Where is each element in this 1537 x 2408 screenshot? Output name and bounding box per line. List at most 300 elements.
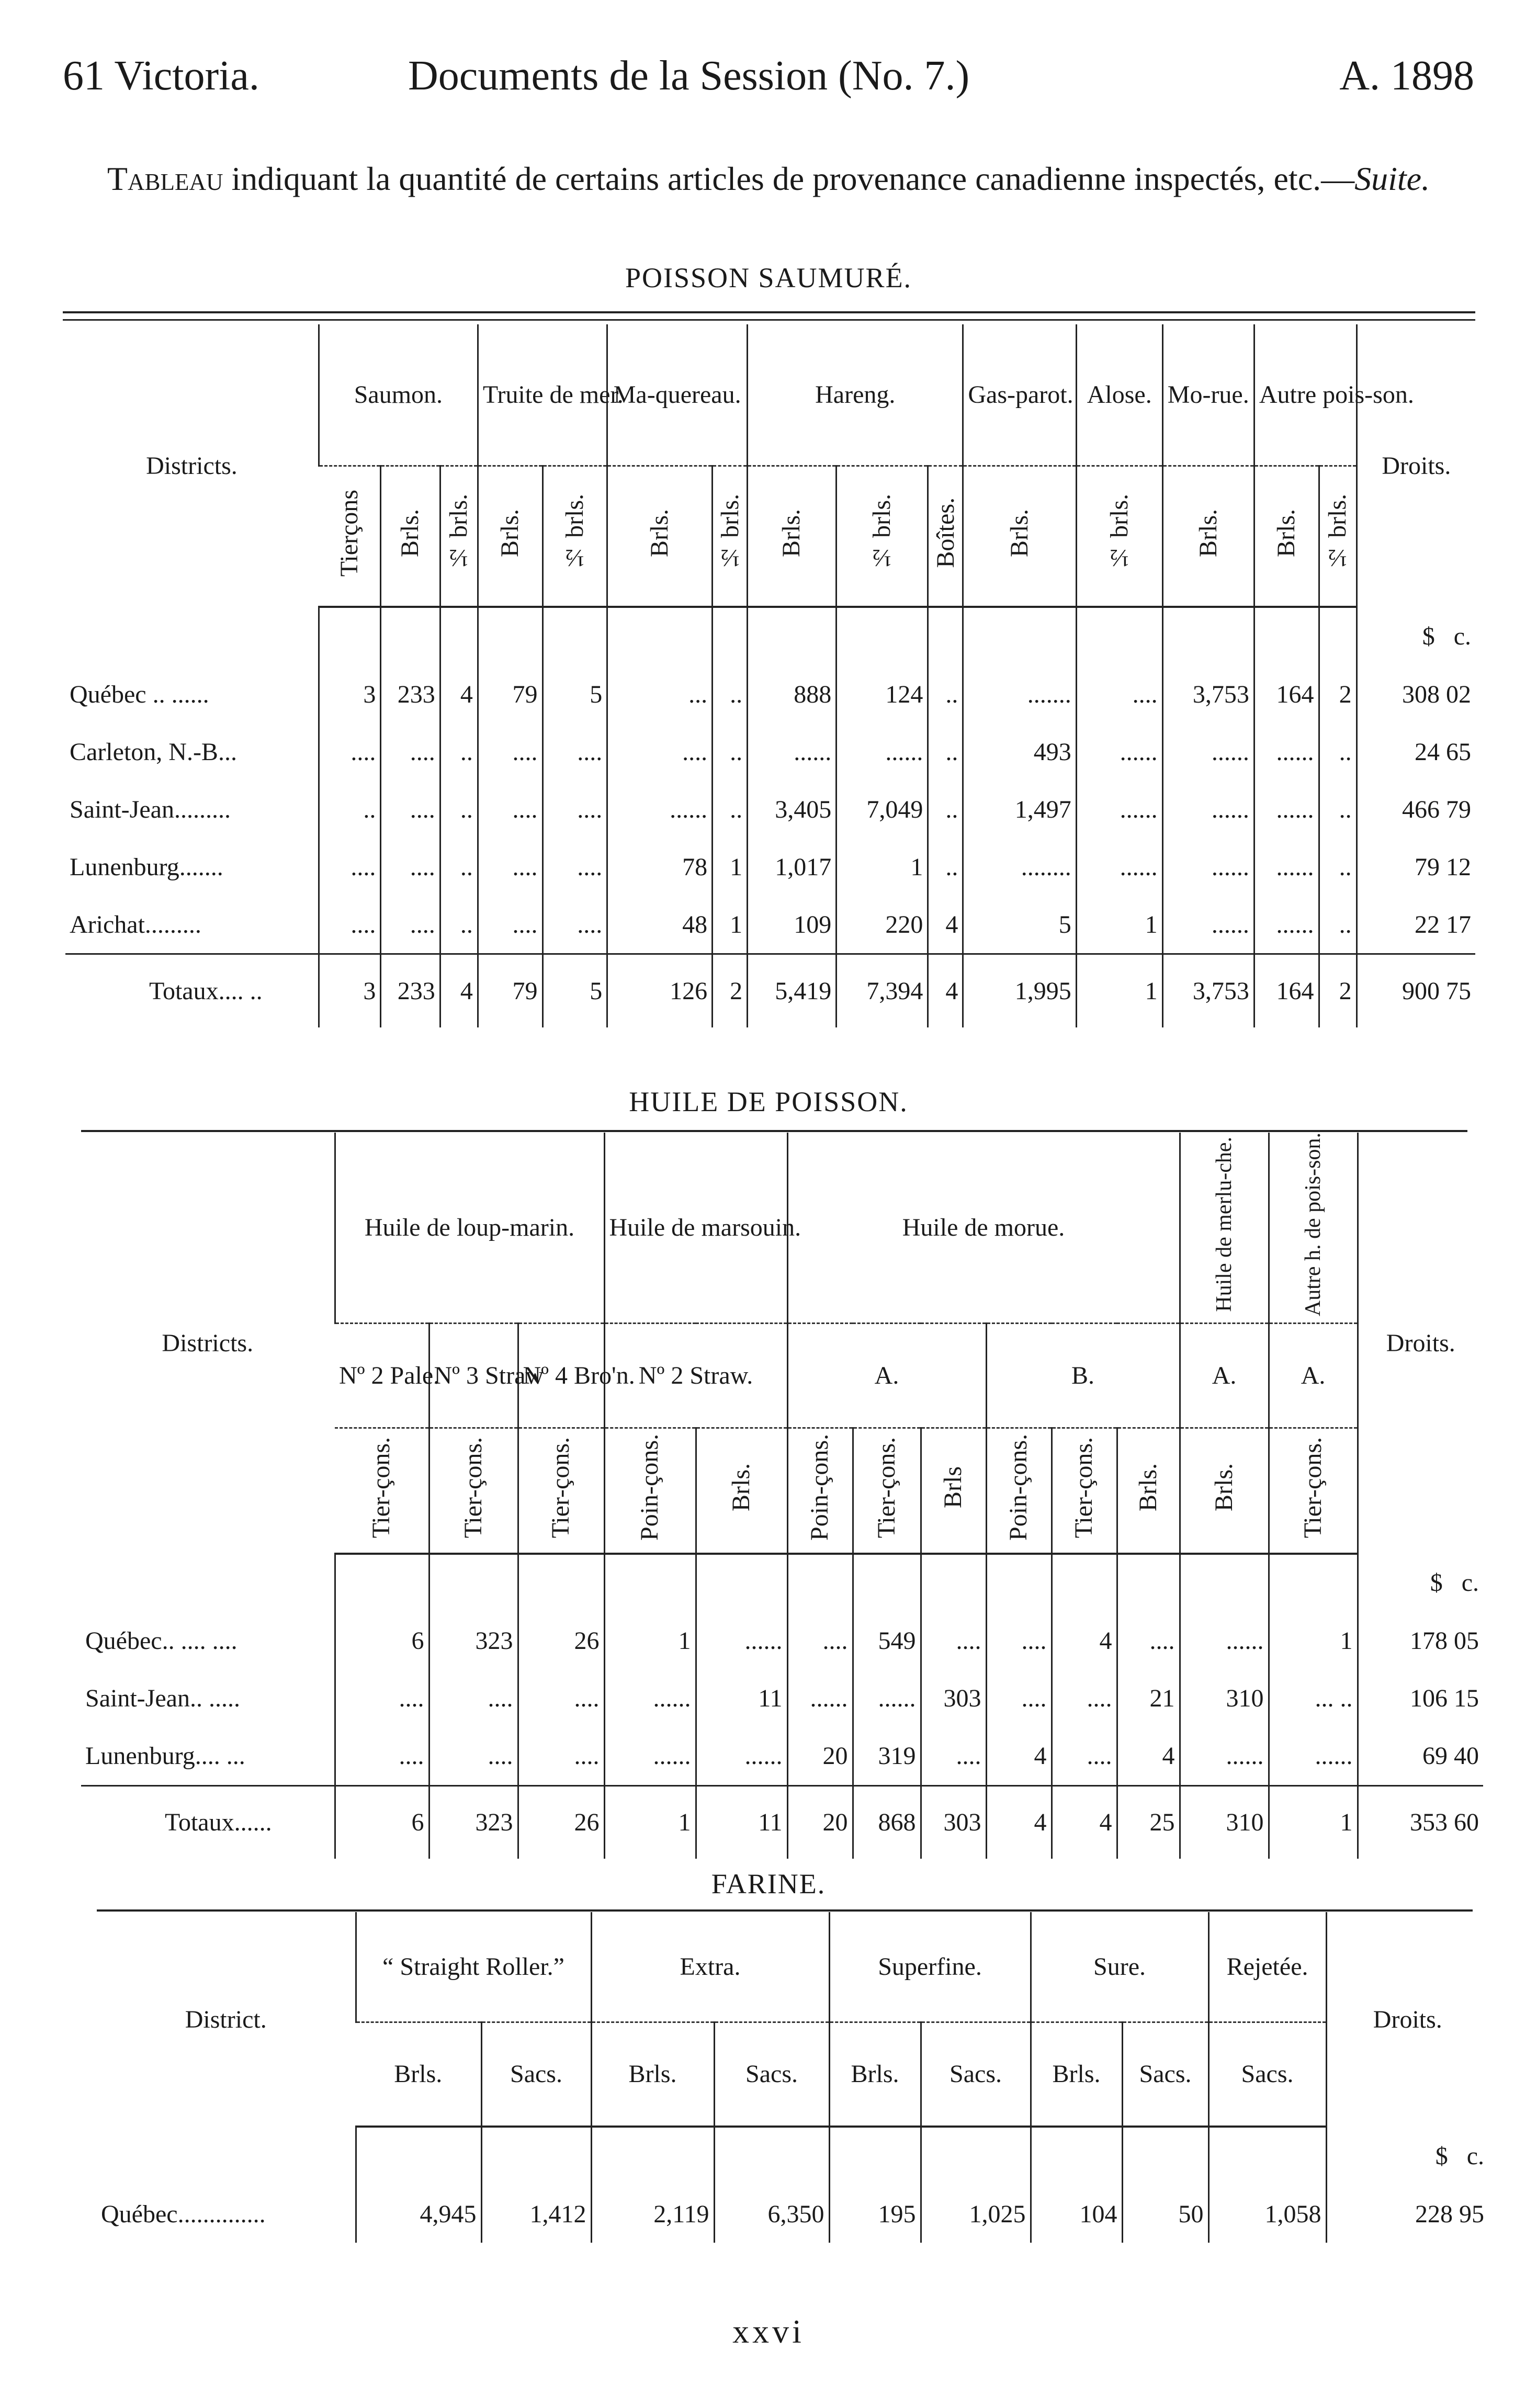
group-header: Ma-quereau. bbox=[607, 324, 748, 466]
blank-cell bbox=[97, 2127, 356, 2185]
value-cell: .... bbox=[1076, 665, 1162, 723]
unit-label: Brls. bbox=[1194, 508, 1222, 557]
value-cell: .. bbox=[928, 665, 963, 723]
unit-header: Brls. bbox=[356, 2022, 481, 2127]
currency-cents: c. bbox=[1461, 1569, 1479, 1597]
value-cell: .... bbox=[381, 838, 440, 896]
unit-header bbox=[440, 466, 478, 607]
unit-header bbox=[543, 466, 607, 607]
total-cell: 303 bbox=[921, 1785, 986, 1859]
unit-label: Tier-çons. bbox=[459, 1437, 487, 1538]
header-year: A. 1898 bbox=[1339, 53, 1474, 99]
blank-cell bbox=[1122, 2127, 1208, 2185]
blank-cell bbox=[440, 607, 478, 665]
blank-cell bbox=[381, 607, 440, 665]
unit-label: Brls. bbox=[727, 1463, 755, 1512]
value-cell: 310 bbox=[1180, 1670, 1269, 1727]
value-cell: 195 bbox=[829, 2185, 921, 2243]
unit-header bbox=[787, 1428, 853, 1554]
blank-cell bbox=[604, 1554, 696, 1612]
value-cell: 1,497 bbox=[963, 781, 1076, 838]
value-cell: .... bbox=[335, 1727, 429, 1786]
value-cell: ...... bbox=[696, 1727, 787, 1786]
value-cell: 6 bbox=[335, 1612, 429, 1670]
totals-label: Totaux.... .. bbox=[65, 954, 319, 1027]
unit-header: Sacs. bbox=[481, 2022, 591, 2127]
group-header-vertical bbox=[1269, 1133, 1358, 1324]
unit-header bbox=[1117, 1428, 1180, 1554]
value-cell: 5 bbox=[963, 896, 1076, 954]
value-cell: 319 bbox=[853, 1727, 921, 1786]
group-header-vertical bbox=[1180, 1133, 1269, 1324]
blank-cell bbox=[1031, 2127, 1122, 2185]
value-cell: 1,058 bbox=[1208, 2185, 1326, 2243]
total-cell: 4 bbox=[440, 954, 478, 1027]
unit-label: Brls. bbox=[496, 508, 524, 557]
value-cell: .... bbox=[1052, 1670, 1117, 1727]
value-cell: 21 bbox=[1117, 1670, 1180, 1727]
unit-label: Brls. bbox=[1272, 508, 1300, 557]
unit-label: ½ brls. bbox=[560, 494, 589, 572]
blank-cell bbox=[356, 2127, 481, 2185]
value-cell: 4 bbox=[928, 896, 963, 954]
district-name: Arichat......... bbox=[70, 910, 201, 939]
unit-label: ½ brls. bbox=[868, 494, 896, 572]
unit-header bbox=[1076, 466, 1162, 607]
value-cell: ...... bbox=[1076, 723, 1162, 781]
value-cell: ....... bbox=[963, 665, 1076, 723]
unit-label: Brls. bbox=[396, 508, 424, 557]
total-cell: 1 bbox=[1076, 954, 1162, 1027]
group-header: Autre pois-son. bbox=[1254, 324, 1357, 466]
group-header: Superfine. bbox=[829, 1912, 1031, 2022]
group-header: Huile de marsouin. bbox=[604, 1133, 787, 1324]
value-cell: ...... bbox=[837, 723, 928, 781]
unit-header bbox=[696, 1428, 787, 1554]
value-cell: .. bbox=[319, 781, 381, 838]
table-row bbox=[81, 1612, 1483, 1670]
unit-header bbox=[748, 466, 837, 607]
value-cell: ...... bbox=[1076, 838, 1162, 896]
group-header: Hareng. bbox=[748, 324, 963, 466]
section-title-farine: FARINE. bbox=[711, 1868, 826, 1900]
value-cell: 1 bbox=[1269, 1612, 1358, 1670]
value-cell: .... bbox=[319, 723, 381, 781]
total-cell: 2 bbox=[1319, 954, 1357, 1027]
unit-header bbox=[921, 1428, 986, 1554]
group-header: Huile de morue. bbox=[787, 1133, 1180, 1324]
subgroup-header: Nº 4 Bro'n. bbox=[518, 1324, 604, 1428]
table-row bbox=[65, 838, 1475, 896]
droits-cell: 79 12 bbox=[1357, 838, 1475, 896]
value-cell: .. bbox=[928, 838, 963, 896]
total-cell: 3 bbox=[319, 954, 381, 1027]
currency-cents: c. bbox=[1453, 622, 1471, 650]
blank-cell bbox=[81, 1554, 335, 1612]
total-cell: 7,394 bbox=[837, 954, 928, 1027]
value-cell: ... bbox=[607, 665, 713, 723]
value-cell: .. bbox=[440, 838, 478, 896]
value-cell: .... bbox=[543, 723, 607, 781]
blank-cell bbox=[1180, 1554, 1269, 1612]
value-cell: 4,945 bbox=[356, 2185, 481, 2243]
unit-header bbox=[604, 1428, 696, 1554]
unit-label: Poin-çons. bbox=[806, 1434, 834, 1541]
value-cell: 303 bbox=[921, 1670, 986, 1727]
group-header: Truite de mer. bbox=[478, 324, 607, 466]
value-cell: .... bbox=[518, 1727, 604, 1786]
value-cell: ...... bbox=[1254, 838, 1319, 896]
value-cell: .... bbox=[607, 723, 713, 781]
blank-cell bbox=[986, 1554, 1052, 1612]
currency-dollar: $ bbox=[1422, 622, 1435, 650]
value-cell: 1 bbox=[1076, 896, 1162, 954]
value-cell: 1,025 bbox=[921, 2185, 1031, 2243]
value-cell: .... bbox=[478, 838, 543, 896]
value-cell: 323 bbox=[429, 1612, 518, 1670]
caption-suite: Suite. bbox=[1354, 160, 1430, 197]
districts-header: Districts. bbox=[146, 451, 238, 480]
unit-header bbox=[1254, 466, 1319, 607]
group-header: Sure. bbox=[1031, 1912, 1208, 2022]
value-cell: 11 bbox=[696, 1670, 787, 1727]
currency-cents: c. bbox=[1466, 2142, 1485, 2170]
value-cell: 2 bbox=[1319, 665, 1357, 723]
droits-cell: 24 65 bbox=[1357, 723, 1475, 781]
blank-cell bbox=[1117, 1554, 1180, 1612]
totals-row bbox=[65, 954, 1475, 1027]
table-row bbox=[65, 896, 1475, 954]
value-cell: .... bbox=[543, 838, 607, 896]
total-cell: 20 bbox=[787, 1785, 853, 1859]
value-cell: ...... bbox=[1254, 723, 1319, 781]
group-header: Huile de loup-marin. bbox=[335, 1133, 604, 1324]
caption-text: indiquant la quantité de certains articles de provenance canadienne inspectés, etc.— bbox=[223, 160, 1355, 197]
subgroup-header: A. bbox=[1180, 1324, 1269, 1428]
unit-label: Tier-çons. bbox=[1298, 1437, 1327, 1538]
value-cell: 1 bbox=[837, 838, 928, 896]
droits-total-cell: 900 75 bbox=[1357, 954, 1475, 1027]
value-cell: .... bbox=[429, 1670, 518, 1727]
total-cell: 4 bbox=[928, 954, 963, 1027]
total-cell: 5,419 bbox=[748, 954, 837, 1027]
total-cell: 3,753 bbox=[1162, 954, 1254, 1027]
value-cell: 26 bbox=[518, 1612, 604, 1670]
value-cell: .. bbox=[713, 781, 748, 838]
value-cell: .... bbox=[518, 1670, 604, 1727]
unit-header bbox=[1162, 466, 1254, 607]
blank-cell bbox=[714, 2127, 829, 2185]
currency-cell bbox=[1358, 1554, 1483, 1612]
unit-label: Brls. bbox=[1210, 1463, 1238, 1512]
unit-header bbox=[1319, 466, 1357, 607]
group-header: Gas-parot. bbox=[963, 324, 1076, 466]
unit-header: Brls. bbox=[1031, 2022, 1122, 2127]
unit-label: Tier-çons. bbox=[367, 1437, 395, 1538]
unit-header: Sacs. bbox=[714, 2022, 829, 2127]
total-cell: 1 bbox=[604, 1785, 696, 1859]
value-cell: .... bbox=[319, 896, 381, 954]
total-cell: 6 bbox=[335, 1785, 429, 1859]
district-name: Saint-Jean.. ..... bbox=[85, 1685, 240, 1713]
value-cell: 109 bbox=[748, 896, 837, 954]
unit-header bbox=[713, 466, 748, 607]
value-cell: 124 bbox=[837, 665, 928, 723]
blank-cell bbox=[928, 607, 963, 665]
unit-header bbox=[928, 466, 963, 607]
totals-row bbox=[81, 1785, 1483, 1859]
value-cell: .. bbox=[1319, 781, 1357, 838]
value-cell: ... .. bbox=[1269, 1670, 1358, 1727]
value-cell: 78 bbox=[607, 838, 713, 896]
value-cell: 79 bbox=[478, 665, 543, 723]
section-rule bbox=[97, 1909, 1473, 1912]
blank-cell bbox=[829, 2127, 921, 2185]
blank-cell bbox=[787, 1554, 853, 1612]
group-header: Saumon. bbox=[319, 324, 478, 466]
value-cell: .. bbox=[1319, 896, 1357, 954]
blank-cell bbox=[1254, 607, 1319, 665]
table-poisson-saumure bbox=[65, 324, 1475, 1027]
subgroup-header: Nº 2 Straw. bbox=[604, 1324, 787, 1428]
unit-label: Brls bbox=[939, 1466, 967, 1509]
currency-dollar: $ bbox=[1430, 1569, 1443, 1597]
total-cell: 1,995 bbox=[963, 954, 1076, 1027]
unit-label: ½ brls. bbox=[1105, 494, 1133, 572]
value-cell: ...... bbox=[607, 781, 713, 838]
total-cell: 4 bbox=[986, 1785, 1052, 1859]
subgroup-header: A. bbox=[1269, 1324, 1358, 1428]
value-cell: 1,412 bbox=[481, 2185, 591, 2243]
unit-header bbox=[518, 1428, 604, 1554]
top-rule bbox=[63, 311, 1475, 313]
value-cell: 4 bbox=[1052, 1612, 1117, 1670]
group-header: Rejetée. bbox=[1208, 1912, 1326, 2022]
subgroup-header: A. bbox=[787, 1324, 986, 1428]
value-cell: .... bbox=[381, 781, 440, 838]
group-header: Mo-rue. bbox=[1162, 324, 1254, 466]
unit-header bbox=[478, 466, 543, 607]
blank-cell bbox=[607, 607, 713, 665]
droits-cell: 228 95 bbox=[1326, 2185, 1488, 2243]
district-name: Carleton, N.-B... bbox=[70, 738, 237, 766]
value-cell: 7,049 bbox=[837, 781, 928, 838]
droits-header: Droits. bbox=[1357, 324, 1475, 607]
value-cell: .... bbox=[921, 1612, 986, 1670]
value-cell: ...... bbox=[1180, 1612, 1269, 1670]
subgroup-header: Nº 3 Straw bbox=[429, 1324, 518, 1428]
blank-cell bbox=[543, 607, 607, 665]
unit-header: Sacs. bbox=[921, 2022, 1031, 2127]
unit-label: Boîtes. bbox=[932, 498, 960, 569]
unit-label: Poin-çons. bbox=[636, 1434, 664, 1541]
blank-cell bbox=[65, 607, 319, 665]
unit-header bbox=[986, 1428, 1052, 1554]
group-header-label: Huile de merlu-che. bbox=[1212, 1137, 1236, 1312]
value-cell: ...... bbox=[748, 723, 837, 781]
value-cell: 493 bbox=[963, 723, 1076, 781]
total-cell: 233 bbox=[381, 954, 440, 1027]
unit-label: Tier-çons. bbox=[872, 1437, 900, 1538]
value-cell: .... bbox=[543, 896, 607, 954]
value-cell: .. bbox=[713, 723, 748, 781]
blank-cell bbox=[837, 607, 928, 665]
table-row bbox=[81, 1727, 1483, 1786]
value-cell: ...... bbox=[787, 1670, 853, 1727]
currency-row bbox=[97, 2127, 1488, 2185]
value-cell: ...... bbox=[1254, 781, 1319, 838]
subgroup-header: Nº 2 Pale. bbox=[335, 1324, 429, 1428]
section-title-poisson-saumure: POISSON SAUMURÉ. bbox=[625, 262, 912, 293]
value-cell: 549 bbox=[853, 1612, 921, 1670]
total-cell: 164 bbox=[1254, 954, 1319, 1027]
droits-cell: 178 05 bbox=[1358, 1612, 1483, 1670]
blank-cell bbox=[1162, 607, 1254, 665]
group-header-label: Autre h. de pois-son. bbox=[1301, 1133, 1325, 1317]
value-cell: ...... bbox=[604, 1670, 696, 1727]
total-cell: 4 bbox=[1052, 1785, 1117, 1859]
value-cell: .... bbox=[986, 1670, 1052, 1727]
value-cell: 1 bbox=[604, 1612, 696, 1670]
blank-cell bbox=[713, 607, 748, 665]
district-name: Saint-Jean......... bbox=[70, 795, 231, 823]
district-name: Québec.............. bbox=[101, 2200, 266, 2228]
blank-cell bbox=[1269, 1554, 1358, 1612]
value-cell: ...... bbox=[1162, 896, 1254, 954]
table-farine bbox=[97, 1912, 1488, 2243]
total-cell: 310 bbox=[1180, 1785, 1269, 1859]
value-cell: 1 bbox=[713, 838, 748, 896]
header-document-title: Documents de la Session (No. 7.) bbox=[408, 53, 970, 99]
table-row bbox=[65, 665, 1475, 723]
currency-row bbox=[81, 1554, 1483, 1612]
total-cell: 323 bbox=[429, 1785, 518, 1859]
unit-label: Tier-çons. bbox=[1070, 1437, 1098, 1538]
value-cell: ...... bbox=[1269, 1727, 1358, 1786]
group-header: “ Straight Roller.” bbox=[356, 1912, 591, 2022]
value-cell: .. bbox=[1319, 838, 1357, 896]
value-cell: .... bbox=[381, 896, 440, 954]
blank-cell bbox=[1208, 2127, 1326, 2185]
value-cell: 3,405 bbox=[748, 781, 837, 838]
blank-cell bbox=[429, 1554, 518, 1612]
unit-header bbox=[429, 1428, 518, 1554]
district-name: Lunenburg.... ... bbox=[85, 1742, 245, 1770]
table-row bbox=[65, 781, 1475, 838]
total-cell: 1 bbox=[1269, 1785, 1358, 1859]
district-name: Québec .. ...... bbox=[70, 680, 209, 708]
droits-cell: 69 40 bbox=[1358, 1727, 1483, 1786]
page-number: xxvi bbox=[732, 2313, 805, 2350]
top-rule-double bbox=[63, 319, 1475, 321]
unit-header bbox=[607, 466, 713, 607]
value-cell: 233 bbox=[381, 665, 440, 723]
value-cell: 4 bbox=[440, 665, 478, 723]
district-name: Lunenburg....... bbox=[70, 853, 223, 881]
group-header: Alose. bbox=[1076, 324, 1162, 466]
value-cell: ........ bbox=[963, 838, 1076, 896]
totals-label: Totaux...... bbox=[81, 1785, 335, 1859]
value-cell: .. bbox=[713, 665, 748, 723]
value-cell: .... bbox=[478, 781, 543, 838]
unit-header: Sacs. bbox=[1122, 2022, 1208, 2127]
unit-header bbox=[963, 466, 1076, 607]
blank-cell bbox=[963, 607, 1076, 665]
blank-cell bbox=[748, 607, 837, 665]
value-cell: ...... bbox=[1076, 781, 1162, 838]
total-cell: 26 bbox=[518, 1785, 604, 1859]
value-cell: ...... bbox=[1162, 781, 1254, 838]
unit-label: Brls. bbox=[645, 508, 673, 557]
total-cell: 25 bbox=[1117, 1785, 1180, 1859]
value-cell: ...... bbox=[1162, 723, 1254, 781]
unit-header bbox=[1269, 1428, 1358, 1554]
section-rule bbox=[81, 1130, 1467, 1132]
blank-cell bbox=[319, 607, 381, 665]
droits-cell: 22 17 bbox=[1357, 896, 1475, 954]
total-cell: 126 bbox=[607, 954, 713, 1027]
value-cell: .... bbox=[1052, 1727, 1117, 1786]
blank-cell bbox=[518, 1554, 604, 1612]
table-row bbox=[65, 723, 1475, 781]
header-session: 61 Victoria. bbox=[63, 53, 259, 99]
value-cell: 5 bbox=[543, 665, 607, 723]
value-cell: 50 bbox=[1122, 2185, 1208, 2243]
blank-cell bbox=[478, 607, 543, 665]
unit-header bbox=[381, 466, 440, 607]
unit-label: ½ brls. bbox=[716, 494, 744, 572]
currency-dollar: $ bbox=[1435, 2142, 1448, 2170]
value-cell: 164 bbox=[1254, 665, 1319, 723]
unit-label: Poin-çons. bbox=[1004, 1434, 1033, 1541]
unit-header bbox=[335, 1428, 429, 1554]
value-cell: ...... bbox=[1162, 838, 1254, 896]
value-cell: 4 bbox=[1117, 1727, 1180, 1786]
value-cell: 3,753 bbox=[1162, 665, 1254, 723]
table-row bbox=[81, 1670, 1483, 1727]
value-cell: 4 bbox=[986, 1727, 1052, 1786]
droits-header: Droits. bbox=[1326, 1912, 1488, 2127]
caption-lead: Tableau bbox=[107, 160, 223, 197]
droits-cell: 308 02 bbox=[1357, 665, 1475, 723]
blank-cell bbox=[481, 2127, 591, 2185]
total-cell: 2 bbox=[713, 954, 748, 1027]
blank-cell bbox=[921, 2127, 1031, 2185]
value-cell: .... bbox=[787, 1612, 853, 1670]
value-cell: .... bbox=[335, 1670, 429, 1727]
value-cell: .... bbox=[478, 896, 543, 954]
unit-label: ½ brls. bbox=[1323, 494, 1351, 572]
value-cell: 48 bbox=[607, 896, 713, 954]
unit-header bbox=[319, 466, 381, 607]
value-cell: 1,017 bbox=[748, 838, 837, 896]
value-cell: ...... bbox=[604, 1727, 696, 1786]
table-caption bbox=[105, 157, 1432, 201]
blank-cell bbox=[853, 1554, 921, 1612]
droits-cell: 466 79 bbox=[1357, 781, 1475, 838]
value-cell: .... bbox=[543, 781, 607, 838]
group-header: Extra. bbox=[591, 1912, 829, 2022]
value-cell: 220 bbox=[837, 896, 928, 954]
blank-cell bbox=[696, 1554, 787, 1612]
blank-cell bbox=[1076, 607, 1162, 665]
value-cell: 104 bbox=[1031, 2185, 1122, 2243]
district-header: District. bbox=[185, 2005, 267, 2033]
total-cell: 79 bbox=[478, 954, 543, 1027]
value-cell: .. bbox=[440, 781, 478, 838]
unit-header bbox=[1052, 1428, 1117, 1554]
district-name: Québec.. .... .... bbox=[85, 1627, 238, 1655]
